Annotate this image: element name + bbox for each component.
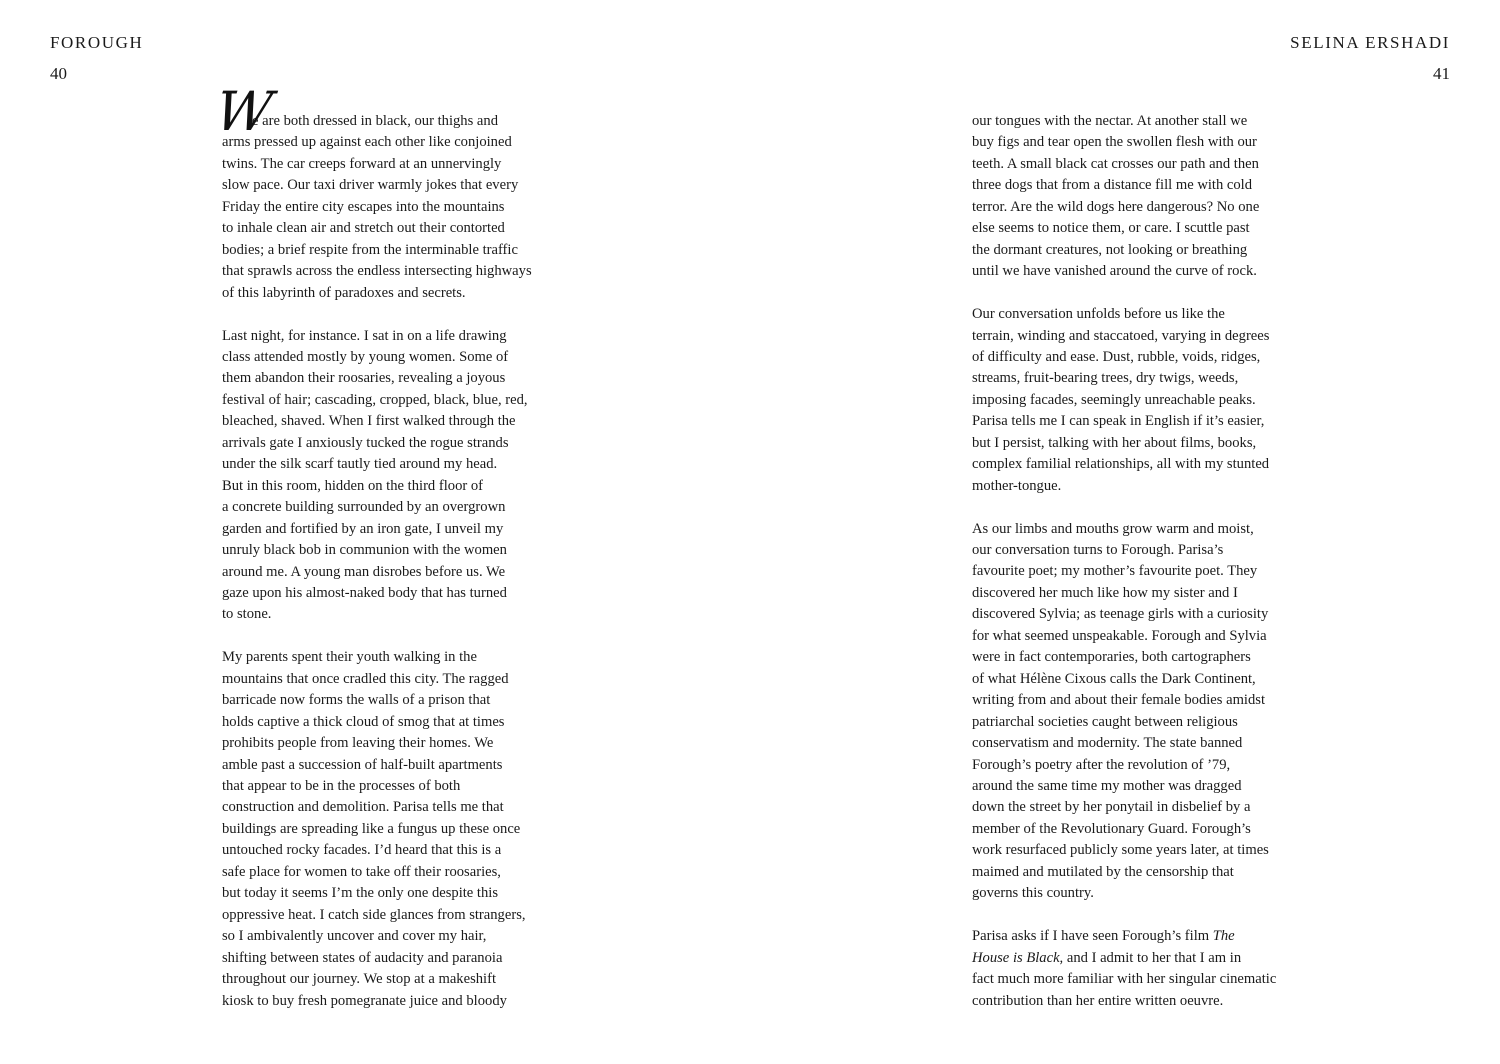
text-line: governs this country.	[972, 885, 1094, 902]
text-line: As our limbs and mouths grow warm and moist,	[972, 520, 1254, 537]
text-line: gaze upon his almost-naked body that has turned	[222, 584, 507, 601]
text-line: discovered Sylvia; as teenage girls with a curiosity	[972, 606, 1269, 623]
text-line: Forough’s poetry after the revolution of ’79,	[972, 756, 1231, 773]
text-line: but today it seems I’m the only one despite this	[222, 885, 499, 902]
text-line: slow pace. Our taxi driver warmly jokes that every	[222, 177, 519, 194]
text-line: safe place for women to take off their roosaries,	[222, 863, 501, 880]
text-line: of this labyrinth of paradoxes and secrets.	[222, 284, 466, 301]
text-line: streams, fruit-bearing trees, dry twigs, weeds,	[972, 370, 1239, 387]
text-line: discovered her much like how my sister and I	[972, 584, 1238, 601]
text-line: arms pressed up against each other like conjoined	[222, 134, 512, 151]
text-line: them abandon their roosaries, revealing a joyous	[222, 370, 506, 387]
text-line: three dogs that from a distance fill me with cold	[972, 177, 1253, 194]
text-line: that sprawls across the endless intersecting highways	[222, 263, 532, 280]
text-line: mother-tongue.	[972, 477, 1062, 494]
film-title-part: The	[1212, 928, 1235, 945]
text-line: oppressive heat. I catch side glances from strangers,	[222, 906, 526, 923]
text-line: Friday the entire city escapes into the mountains	[222, 198, 505, 215]
text-line: our conversation turns to Forough. Parisa’s	[972, 542, 1224, 559]
text-line: unruly black bob in communion with the women	[222, 542, 507, 559]
text-line: maimed and mutilated by the censorship that	[972, 863, 1234, 880]
text-line: of what Hélène Cixous calls the Dark Continent,	[972, 670, 1256, 687]
text-line: garden and fortified by an iron gate, I unveil my	[222, 520, 504, 537]
text-line: for what seemed unspeakable. Forough and Sylvia	[972, 627, 1267, 644]
text-line: terrain, winding and staccatoed, varying in degrees	[972, 327, 1270, 344]
text-line: conservatism and modernity. The state banned	[972, 735, 1243, 752]
text-line: mountains that once cradled this city. The ragged	[222, 670, 509, 687]
text-line: until we have vanished around the curve of rock.	[972, 263, 1257, 280]
right-page-text-column	[972, 111, 1302, 1033]
text-line: terror. Are the wild dogs here dangerous? No one	[972, 198, 1260, 215]
text-line: around me. A young man disrobes before us. We	[222, 563, 506, 580]
running-head-right: SELINA ERSHADI	[1290, 33, 1450, 52]
running-head-left: FOROUGH	[50, 33, 144, 52]
paragraph	[972, 926, 1302, 1012]
text-line: down the street by her ponytail in disbelief by a	[972, 799, 1251, 816]
text-line: of difficulty and ease. Dust, rubble, voids, ridges,	[972, 348, 1261, 365]
page-number-right: 41	[1433, 64, 1450, 83]
text-line: member of the Revolutionary Guard. Forough’s	[972, 820, 1251, 837]
text-line: under the silk scarf tautly tied around my head.	[222, 456, 498, 473]
text-line: work resurfaced publicly some years later, at times	[972, 842, 1269, 859]
text-line: My parents spent their youth walking in the	[222, 649, 477, 666]
text-line: that appear to be in the processes of both	[222, 778, 461, 795]
text-line: contribution than her entire written oeuvre.	[972, 992, 1224, 1009]
text-run: Parisa asks if I have seen Forough’s film	[972, 928, 1213, 945]
text-line: barricade now forms the walls of a prison that	[222, 692, 491, 709]
text-line: so I ambivalently uncover and cover my hair,	[222, 928, 487, 945]
text-line: holds captive a thick cloud of smog that at times	[222, 713, 505, 730]
drop-cap: W	[211, 80, 277, 143]
text-line: festival of hair; cascading, cropped, black, blue, red,	[222, 391, 528, 408]
paragraph	[222, 326, 552, 626]
text-line: but I persist, talking with her about films, books,	[972, 434, 1257, 451]
text-line: arrivals gate I anxiously tucked the rogue strands	[222, 434, 509, 451]
text-line	[972, 926, 1302, 947]
text-line: buy figs and tear open the swollen flesh with our	[972, 134, 1257, 151]
paragraph	[972, 304, 1302, 497]
text-line	[972, 948, 1302, 969]
text-line: the dormant creatures, not looking or breathing	[972, 241, 1248, 258]
text-line: bleached, shaved. When I first walked through the	[222, 413, 516, 430]
paragraph	[222, 647, 552, 1012]
text-line: imposing facades, seemingly unreachable peaks.	[972, 391, 1256, 408]
text-line: teeth. A small black cat crosses our path and then	[972, 155, 1259, 172]
page-number-left: 40	[50, 64, 67, 83]
text-line: e are both dressed in black, our thighs and	[252, 113, 498, 129]
text-line: complex familial relationships, all with my stunted	[972, 456, 1270, 473]
text-line: writing from and about their female bodies amidst	[972, 692, 1266, 709]
text-line: But in this room, hidden on the third floor of	[222, 477, 484, 494]
text-line: untouched rocky facades. I’d heard that this is a	[222, 842, 502, 859]
text-run: and I admit to her that I am in	[1063, 949, 1242, 966]
text-line: throughout our journey. We stop at a makeshift	[222, 971, 497, 988]
text-line: bodies; a brief respite from the interminable traffic	[222, 241, 518, 258]
text-line: Last night, for instance. I sat in on a life drawing	[222, 327, 507, 344]
text-line: fact much more familiar with her singular cinematic	[972, 971, 1277, 988]
text-line: amble past a succession of half-built apartments	[222, 756, 503, 773]
text-line: buildings are spreading like a fungus up these once	[222, 820, 521, 837]
text-line: around the same time my mother was dragged	[972, 778, 1242, 795]
text-line: prohibits people from leaving their homes. We	[222, 735, 494, 752]
text-line: our tongues with the nectar. At another stall we	[972, 113, 1248, 129]
text-line: construction and demolition. Parisa tells me that	[222, 799, 504, 816]
text-line: Parisa tells me I can speak in English if it’s easier,	[972, 413, 1265, 430]
left-page-text-column	[211, 80, 552, 1033]
paragraph	[972, 519, 1302, 905]
text-line: class attended mostly by young women. Some of	[222, 348, 509, 365]
text-line: twins. The car creeps forward at an unnervingly	[222, 155, 502, 172]
text-line: else seems to notice them, or care. I scuttle past	[972, 220, 1250, 237]
text-line: were in fact contemporaries, both cartographers	[972, 649, 1251, 666]
text-line: Our conversation unfolds before us like the	[972, 306, 1225, 323]
text-line: favourite poet; my mother’s favourite poet. They	[972, 563, 1258, 580]
text-line: to stone.	[222, 606, 272, 623]
text-line: a concrete building surrounded by an overgrown	[222, 499, 506, 516]
paragraph	[222, 111, 552, 304]
film-title-part: House is Black,	[972, 949, 1064, 966]
text-line: to inhale clean air and stretch out their contorted	[222, 220, 505, 237]
paragraph	[972, 111, 1302, 283]
text-line: shifting between states of audacity and paranoia	[222, 949, 503, 966]
text-line: kiosk to buy fresh pomegranate juice and bloody	[222, 992, 507, 1009]
text-line: patriarchal societies caught between religious	[972, 713, 1238, 730]
